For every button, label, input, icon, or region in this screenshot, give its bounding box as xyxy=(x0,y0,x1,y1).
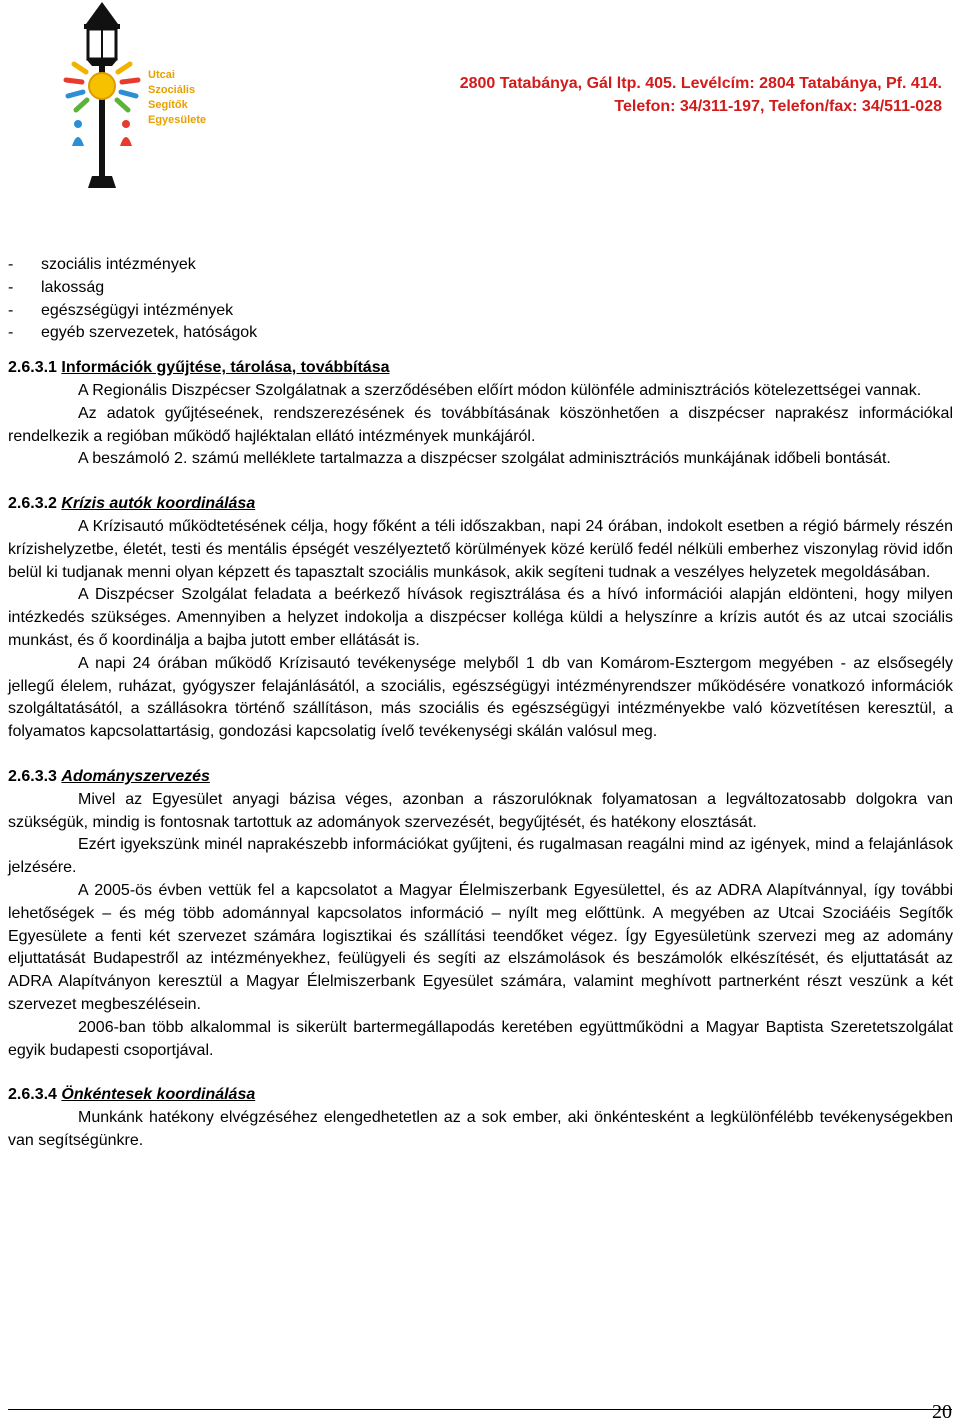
dash-bullet: - xyxy=(8,256,14,273)
dash-bullet: - xyxy=(8,278,14,296)
paragraph: A 2005-ös évben vettük fel a kapcsolatot a Magyar Élelmiszerbank Egyesülettel, és az ADRA Alapítvánnyal, így további lehetőségek – és még több adománnyal kapcsolatos információ – nyílt meg előttünk. A megyében az Utcai Szociáéis Segítők Egyesülete a fenti két szervezet számára logisztikai és szállítási teendőket végez. Így Egyesületünk szervezi meg az adomány eljuttatását Budapestről az intézményekhez, feülügyeli és segíti az elszámolások és beszámolók elkészítését, és eljuttatását az ADRA Alapítványon keresztül a Magyar Élelmiszerbank Egyesület számára, valamint meghívott partnerként részt veszünk a két szervezet megbeszélésein. xyxy=(8,881,953,1013)
lantern-sun-logo xyxy=(56,0,148,190)
paragraph: A Diszpécser Szolgálat feladata a beérkező hívások regisztrálása és a hívó információi alapján eldönteni, hogy milyen intézkedés szükséges. Amennyiben a helyzet indokolja a diszpécser kolléga küldi a helyszínre a krízis autót és az utcai szociális munkást, és ő koordinálja a bajba jutott ember ellátását is. xyxy=(8,586,953,649)
dash-bullet: - xyxy=(8,301,14,319)
section-title: Önkéntesek koordinálása xyxy=(61,1086,256,1104)
org-name-line: Egyesülete xyxy=(148,114,207,126)
section-heading-2634 xyxy=(8,1084,953,1107)
section-title: Adományszervezés xyxy=(61,767,210,785)
section-number: 2.6.3.3 xyxy=(8,767,57,785)
list-item xyxy=(8,300,953,323)
list-item-text: egészségügyi intézmények xyxy=(41,301,234,319)
paragraph: A beszámoló 2. számú melléklete tartalmazza a diszpécser szolgálat adminisztrációs munkájának időbeli bontását. xyxy=(78,450,891,468)
section-number: 2.6.3.4 xyxy=(8,1086,57,1104)
org-name-line: Szociális xyxy=(148,84,196,96)
list-item xyxy=(8,277,953,300)
list-item-text: egyéb szervezetek, hatóságok xyxy=(41,324,258,342)
paragraph: A Krízisautó működtetésének célja, hogy főként a téli időszakban, napi 24 órában, indokolt esetben a régió bármely részén krízishelyzetbe, életét, testi és mentális épségét veszélyeztető körülmények közé kerülő fedél nélküli emberhez viszonylag rövid időn belül ki tudjanak menni olyan képzett és tapasztalt szociális munkások, akik segíteni tudnak a veszélyes helyzetek megoldásában. xyxy=(8,517,953,581)
paragraph: A Regionális Diszpécser Szolgálatnak a szerződésében előírt módon különféle adminisztrációs kötelezettségei vannak. xyxy=(78,381,922,399)
dash-bullet: - xyxy=(8,324,14,342)
section-title: Krízis autók koordinálása xyxy=(61,495,256,513)
org-name-line: Segítők xyxy=(148,99,188,111)
paragraph: Az adatok gyűjtéseének, rendszerezésének és továbbításának köszönhetően a diszpécser naprakész információkal rendelkezik a regióban működő hajléktalan ellátó intézmények munkájáról. xyxy=(8,404,953,445)
list-item-text: lakosság xyxy=(41,278,105,296)
address-line: 2800 Tatabánya, Gál ltp. 405. Levélcím: 2804 Tatabánya, Pf. 414. xyxy=(459,75,942,92)
org-name-line: Utcai xyxy=(148,69,175,81)
section-heading-2632 xyxy=(8,493,953,516)
paragraph: A napi 24 órában működő Krízisautó tevékenysége melyből 1 db van Komárom-Esztergom megyében - az elsősegély jellegű élelem, ruházat, gyógyszer felajánlásától, a szociális, egészségügyi intézményrendszer működésére vonatkozó információk szolgáltatásától, a szállásokra történő szállításon, más szociális és egészségügyi intézményekbe való közvetítésen keresztül, a folyamatos kapcsolattartásig, gondozási kapcsolatig ívelő tevékenységi skálán valósul meg. xyxy=(8,654,953,741)
section-heading-2631 xyxy=(8,357,953,380)
paragraph: Mivel az Egyesület anyagi bázisa véges, azonban a rászorulóknak folyamatosan a legváltozatosabb dolgokra van szükségük, mindig is fontosnak tartottuk az adományok szervezését, begyűjtését, és hatékony elosztását. xyxy=(8,790,953,831)
section-number: 2.6.3.1 xyxy=(8,359,57,377)
page-number: 20 xyxy=(932,1401,952,1423)
phone-line: Telefon: 34/311-197, Telefon/fax: 34/511-028 xyxy=(614,98,942,115)
section-title: Információk gyűjtése, tárolása, továbbítása xyxy=(61,359,390,377)
paragraph: Ezért igyekszünk minél naprakészebb információkat gyűjteni, és rugalmasan reagálni mind az igények, mind a felajánlások jelzésére. xyxy=(8,836,953,877)
partner-list xyxy=(8,254,953,345)
list-item xyxy=(8,322,953,345)
organization-name xyxy=(148,68,248,128)
letterhead xyxy=(0,0,960,200)
document-body xyxy=(8,254,953,1153)
section-heading-2633 xyxy=(8,766,953,789)
paragraph: 2006-ban több alkalommal is sikerült bartermegállapodás keretében együttműködni a Magyar Baptista Szeretetszolgálat egyik budapesti csoportjával. xyxy=(8,1018,953,1059)
section-number: 2.6.3.2 xyxy=(8,495,57,513)
list-item-text: szociális intézmények xyxy=(41,256,196,273)
footer-rule xyxy=(8,1409,952,1410)
paragraph: Munkánk hatékony elvégzéséhez elengedhetetlen az a sok ember, aki önkéntesként a legkülönfélébb tevékenységekben van segítségünkre. xyxy=(8,1109,953,1149)
list-item xyxy=(8,254,953,277)
contact-info xyxy=(300,72,942,118)
